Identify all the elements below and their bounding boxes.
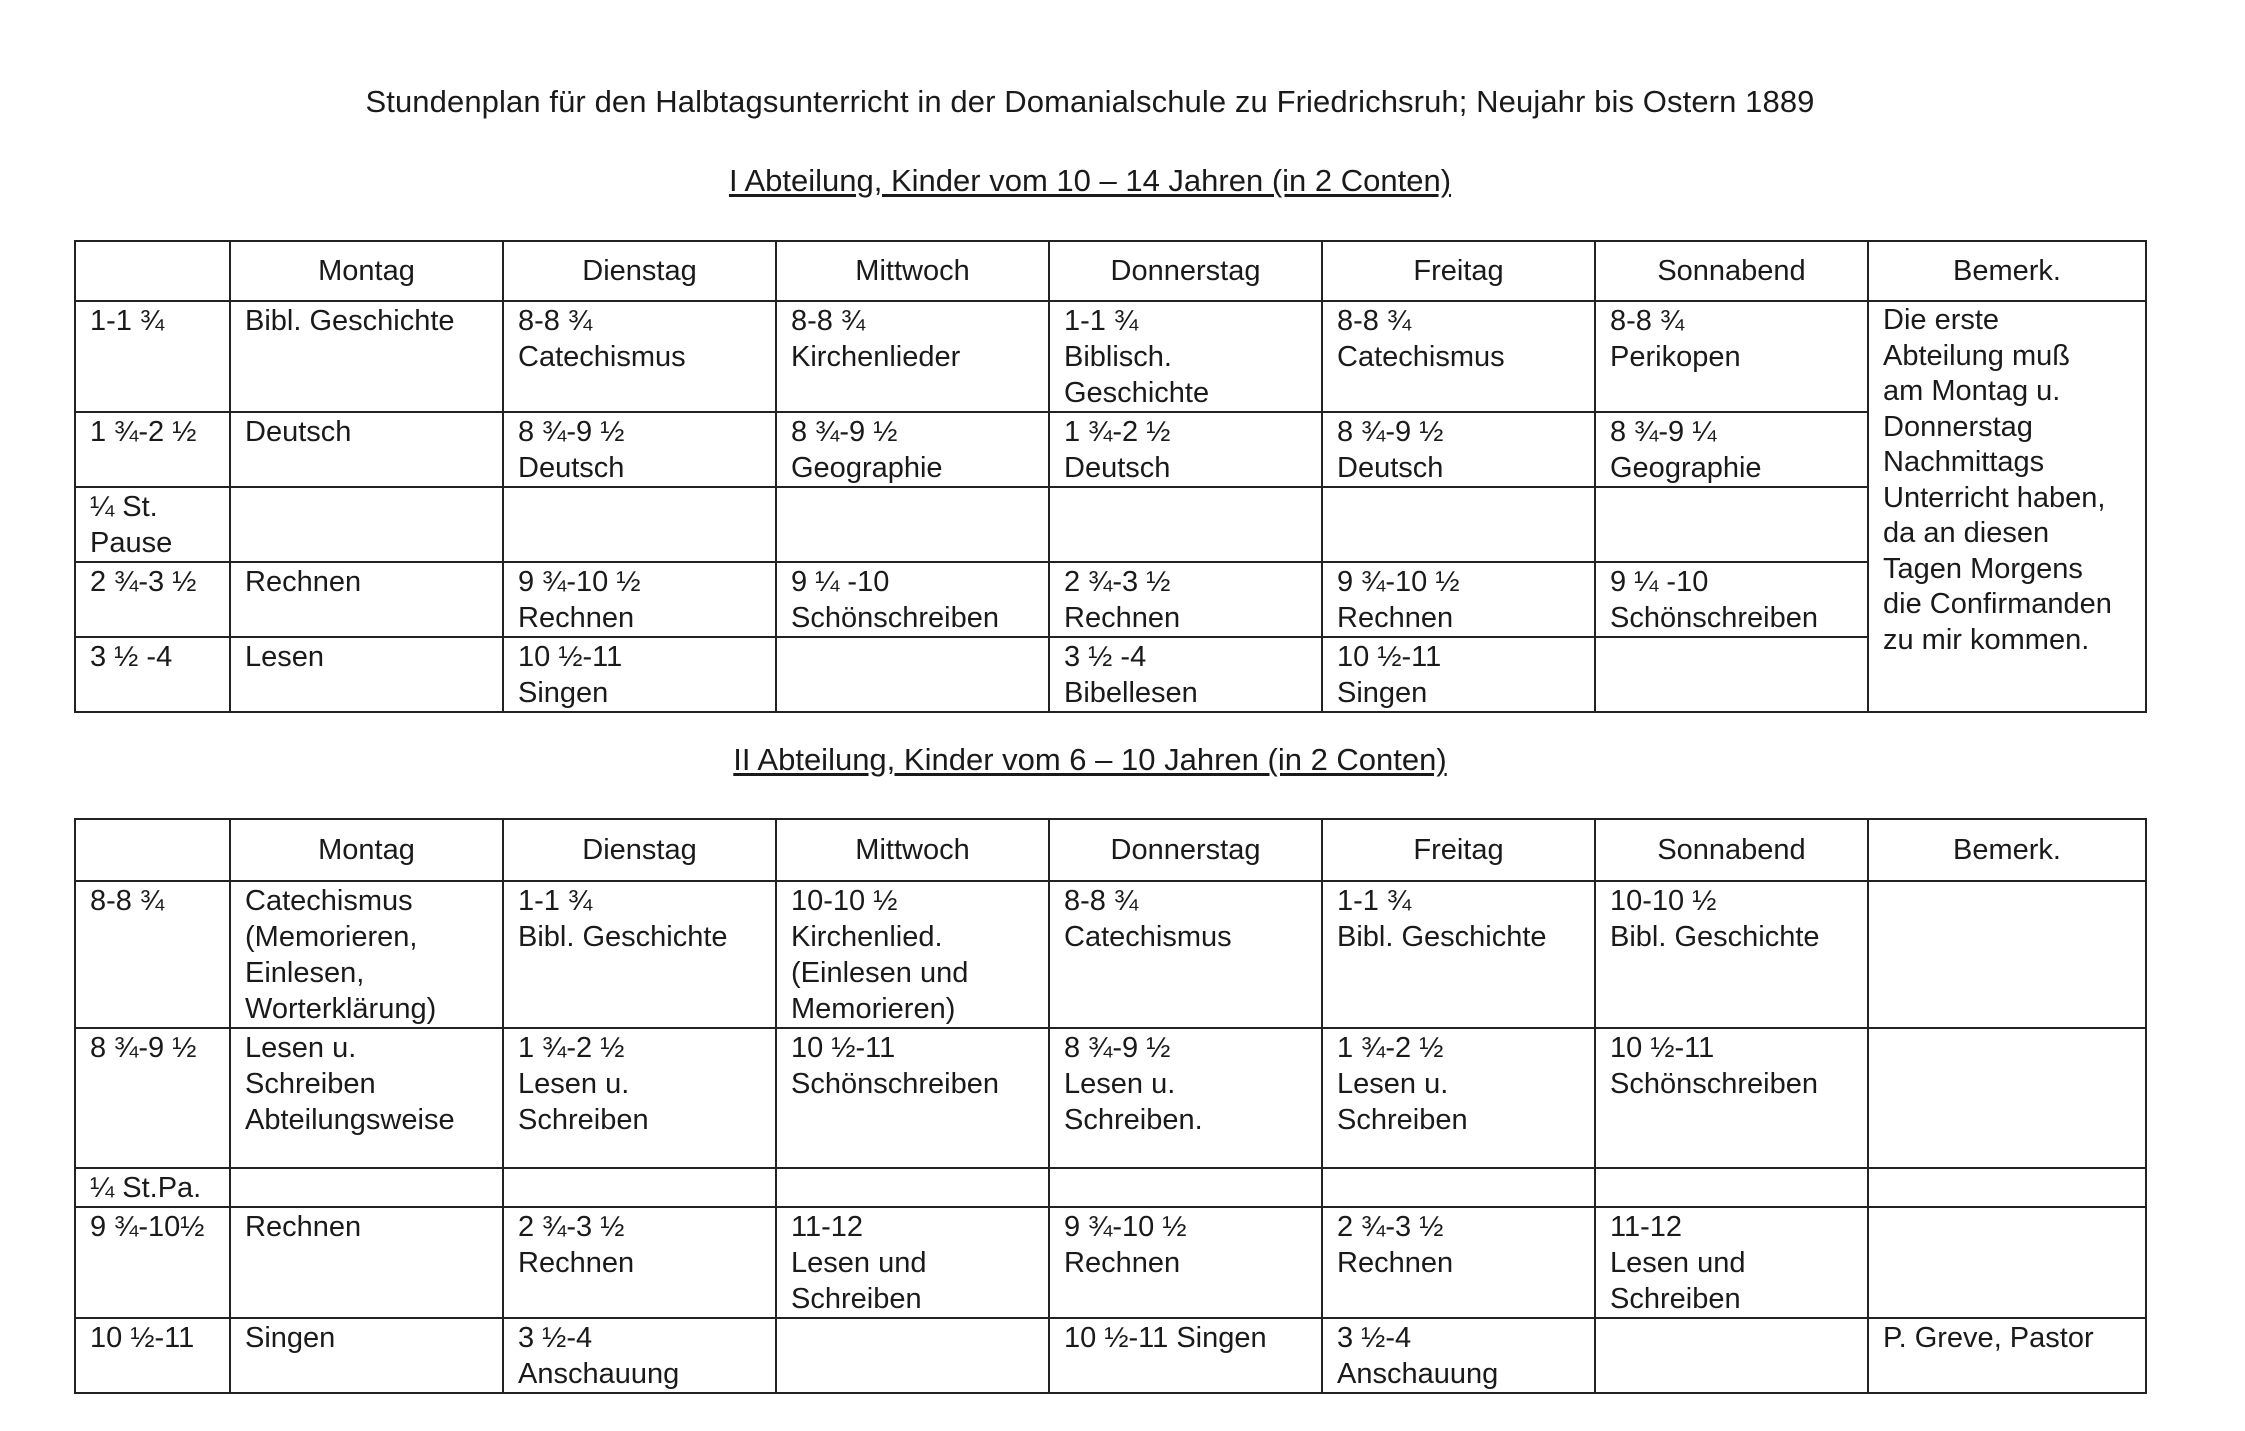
table-row [75,881,2146,1028]
header-cell-montag: Montag [230,819,503,881]
table-cell: 8-8 ¾ Kirchenlieder [776,301,1049,412]
time-cell: 1 ¾-2 ½ [75,412,230,487]
table-cell: 11-12 Lesen und Schreiben [776,1207,1049,1318]
table-cell: 10 ½-11 Singen [503,637,776,712]
table-row [75,301,2146,412]
table-cell: Rechnen [230,1207,503,1318]
table-cell: Rechnen [230,562,503,637]
table-cell [1049,487,1322,562]
header-cell-freitag: Freitag [1322,819,1595,881]
header-cell-time [75,241,230,301]
table-cell: 8 ¾-9 ½ Geographie [776,412,1049,487]
table-cell [1595,637,1868,712]
table-row [75,487,2146,562]
header-cell-sonnabend: Sonnabend [1595,819,1868,881]
remark-cell [1868,1168,2146,1207]
table-cell: 9 ¾-10 ½ Rechnen [503,562,776,637]
time-cell: 10 ½-11 [75,1318,230,1393]
header-cell-bemerk: Bemerk. [1868,819,2146,881]
table-cell: 10 ½-11 Schönschreiben [1595,1028,1868,1168]
time-cell: ¼ St.Pa. [75,1168,230,1207]
header-cell-freitag: Freitag [1322,241,1595,301]
table-cell [776,487,1049,562]
table-row [75,562,2146,637]
table-row [75,1168,2146,1207]
table-cell: 9 ¼ -10 Schönschreiben [1595,562,1868,637]
table-cell: 3 ½ -4 Bibellesen [1049,637,1322,712]
table-cell [776,1168,1049,1207]
time-cell: 9 ¾-10½ [75,1207,230,1318]
header-cell-time [75,819,230,881]
table-cell: 8 ¾-9 ½ Deutsch [1322,412,1595,487]
time-cell: ¼ St. Pause [75,487,230,562]
table-cell: 11-12 Lesen und Schreiben [1595,1207,1868,1318]
table-cell: 10 ½-11 Singen [1049,1318,1322,1393]
table-cell [230,487,503,562]
remark-cell: Die erste Abteilung muß am Montag u. Donnerstag Nachmittags Unterricht haben, da an diesen Tagen Morgens die Confirmanden zu mir kommen. [1868,301,2146,712]
time-cell: 8 ¾-9 ½ [75,1028,230,1168]
table-cell: 1-1 ¾ Bibl. Geschichte [1322,881,1595,1028]
table-row [75,637,2146,712]
document-title: Stundenplan für den Halbtagsunterricht in der Domanialschule zu Friedrichsruh; Neujahr bis Ostern 1889 [365,84,1815,119]
table-cell: 1-1 ¾ Bibl. Geschichte [503,881,776,1028]
table-cell: 10 ½-11 Schönschreiben [776,1028,1049,1168]
table-cell: 9 ¼ -10 Schönschreiben [776,562,1049,637]
table-cell: 8 ¾-9 ½ Deutsch [503,412,776,487]
schedule-table-section2 [74,818,2147,1394]
table-cell: 8-8 ¾ Perikopen [1595,301,1868,412]
table-cell: 3 ½-4 Anschauung [1322,1318,1595,1393]
table-cell: 8 ¾-9 ½ Lesen u. Schreiben. [1049,1028,1322,1168]
table-cell: Deutsch [230,412,503,487]
header-cell-dienstag: Dienstag [503,819,776,881]
header-cell-mittwoch: Mittwoch [776,819,1049,881]
table-cell: 8 ¾-9 ¼ Geographie [1595,412,1868,487]
table-cell [1595,1318,1868,1393]
header-cell-bemerk: Bemerk. [1868,241,2146,301]
table-cell: Singen [230,1318,503,1393]
table-cell [1322,1168,1595,1207]
table-row [75,1318,2146,1393]
header-cell-sonnabend: Sonnabend [1595,241,1868,301]
table-cell: 10-10 ½ Bibl. Geschichte [1595,881,1868,1028]
header-cell-donnerstag: Donnerstag [1049,241,1322,301]
table-cell: 1-1 ¾ Biblisch. Geschichte [1049,301,1322,412]
table-cell: 10-10 ½ Kirchenlied. (Einlesen und Memorieren) [776,881,1049,1028]
section2-heading: II Abteilung, Kinder vom 6 – 10 Jahren (in 2 Conten) [733,742,1447,777]
table-cell [1595,487,1868,562]
table-cell [1595,1168,1868,1207]
table-cell: 9 ¾-10 ½ Rechnen [1049,1207,1322,1318]
table-cell: 8-8 ¾ Catechismus [1322,301,1595,412]
table-cell: Lesen [230,637,503,712]
table-cell: 3 ½-4 Anschauung [503,1318,776,1393]
remark-cell [1868,1028,2146,1168]
remark-cell [1868,881,2146,1028]
table-row [75,1207,2146,1318]
header-cell-dienstag: Dienstag [503,241,776,301]
table-cell [503,487,776,562]
table-cell: 8-8 ¾ Catechismus [1049,881,1322,1028]
table-cell: 1 ¾-2 ½ Lesen u. Schreiben [1322,1028,1595,1168]
header-cell-mittwoch: Mittwoch [776,241,1049,301]
header-row [75,241,2146,301]
time-cell: 3 ½ -4 [75,637,230,712]
time-cell: 8-8 ¾ [75,881,230,1028]
table-cell: 1 ¾-2 ½ Lesen u. Schreiben [503,1028,776,1168]
table-cell: Bibl. Geschichte [230,301,503,412]
table-cell [776,637,1049,712]
table-cell [503,1168,776,1207]
signature-cell: P. Greve, Pastor [1868,1318,2146,1393]
schedule-table-section1 [74,240,2147,713]
remark-cell [1868,1207,2146,1318]
table-cell: 2 ¾-3 ½ Rechnen [1049,562,1322,637]
table-cell: 2 ¾-3 ½ Rechnen [503,1207,776,1318]
header-cell-montag: Montag [230,241,503,301]
table-cell [1049,1168,1322,1207]
table-cell: 2 ¾-3 ½ Rechnen [1322,1207,1595,1318]
time-cell: 1-1 ¾ [75,301,230,412]
time-cell: 2 ¾-3 ½ [75,562,230,637]
table-cell: Lesen u. Schreiben Abteilungsweise [230,1028,503,1168]
table-cell: 8-8 ¾ Catechismus [503,301,776,412]
table-cell: 10 ½-11 Singen [1322,637,1595,712]
header-row [75,819,2146,881]
table-row [75,1028,2146,1168]
table-cell [230,1168,503,1207]
table-cell: 9 ¾-10 ½ Rechnen [1322,562,1595,637]
table-cell [776,1318,1049,1393]
header-cell-donnerstag: Donnerstag [1049,819,1322,881]
table-cell [1322,487,1595,562]
table-cell: 1 ¾-2 ½ Deutsch [1049,412,1322,487]
table-cell: Catechismus (Memorieren, Einlesen, Worterklärung) [230,881,503,1028]
table-row [75,412,2146,487]
section1-heading: I Abteilung, Kinder vom 10 – 14 Jahren (in 2 Conten) [728,163,1452,198]
